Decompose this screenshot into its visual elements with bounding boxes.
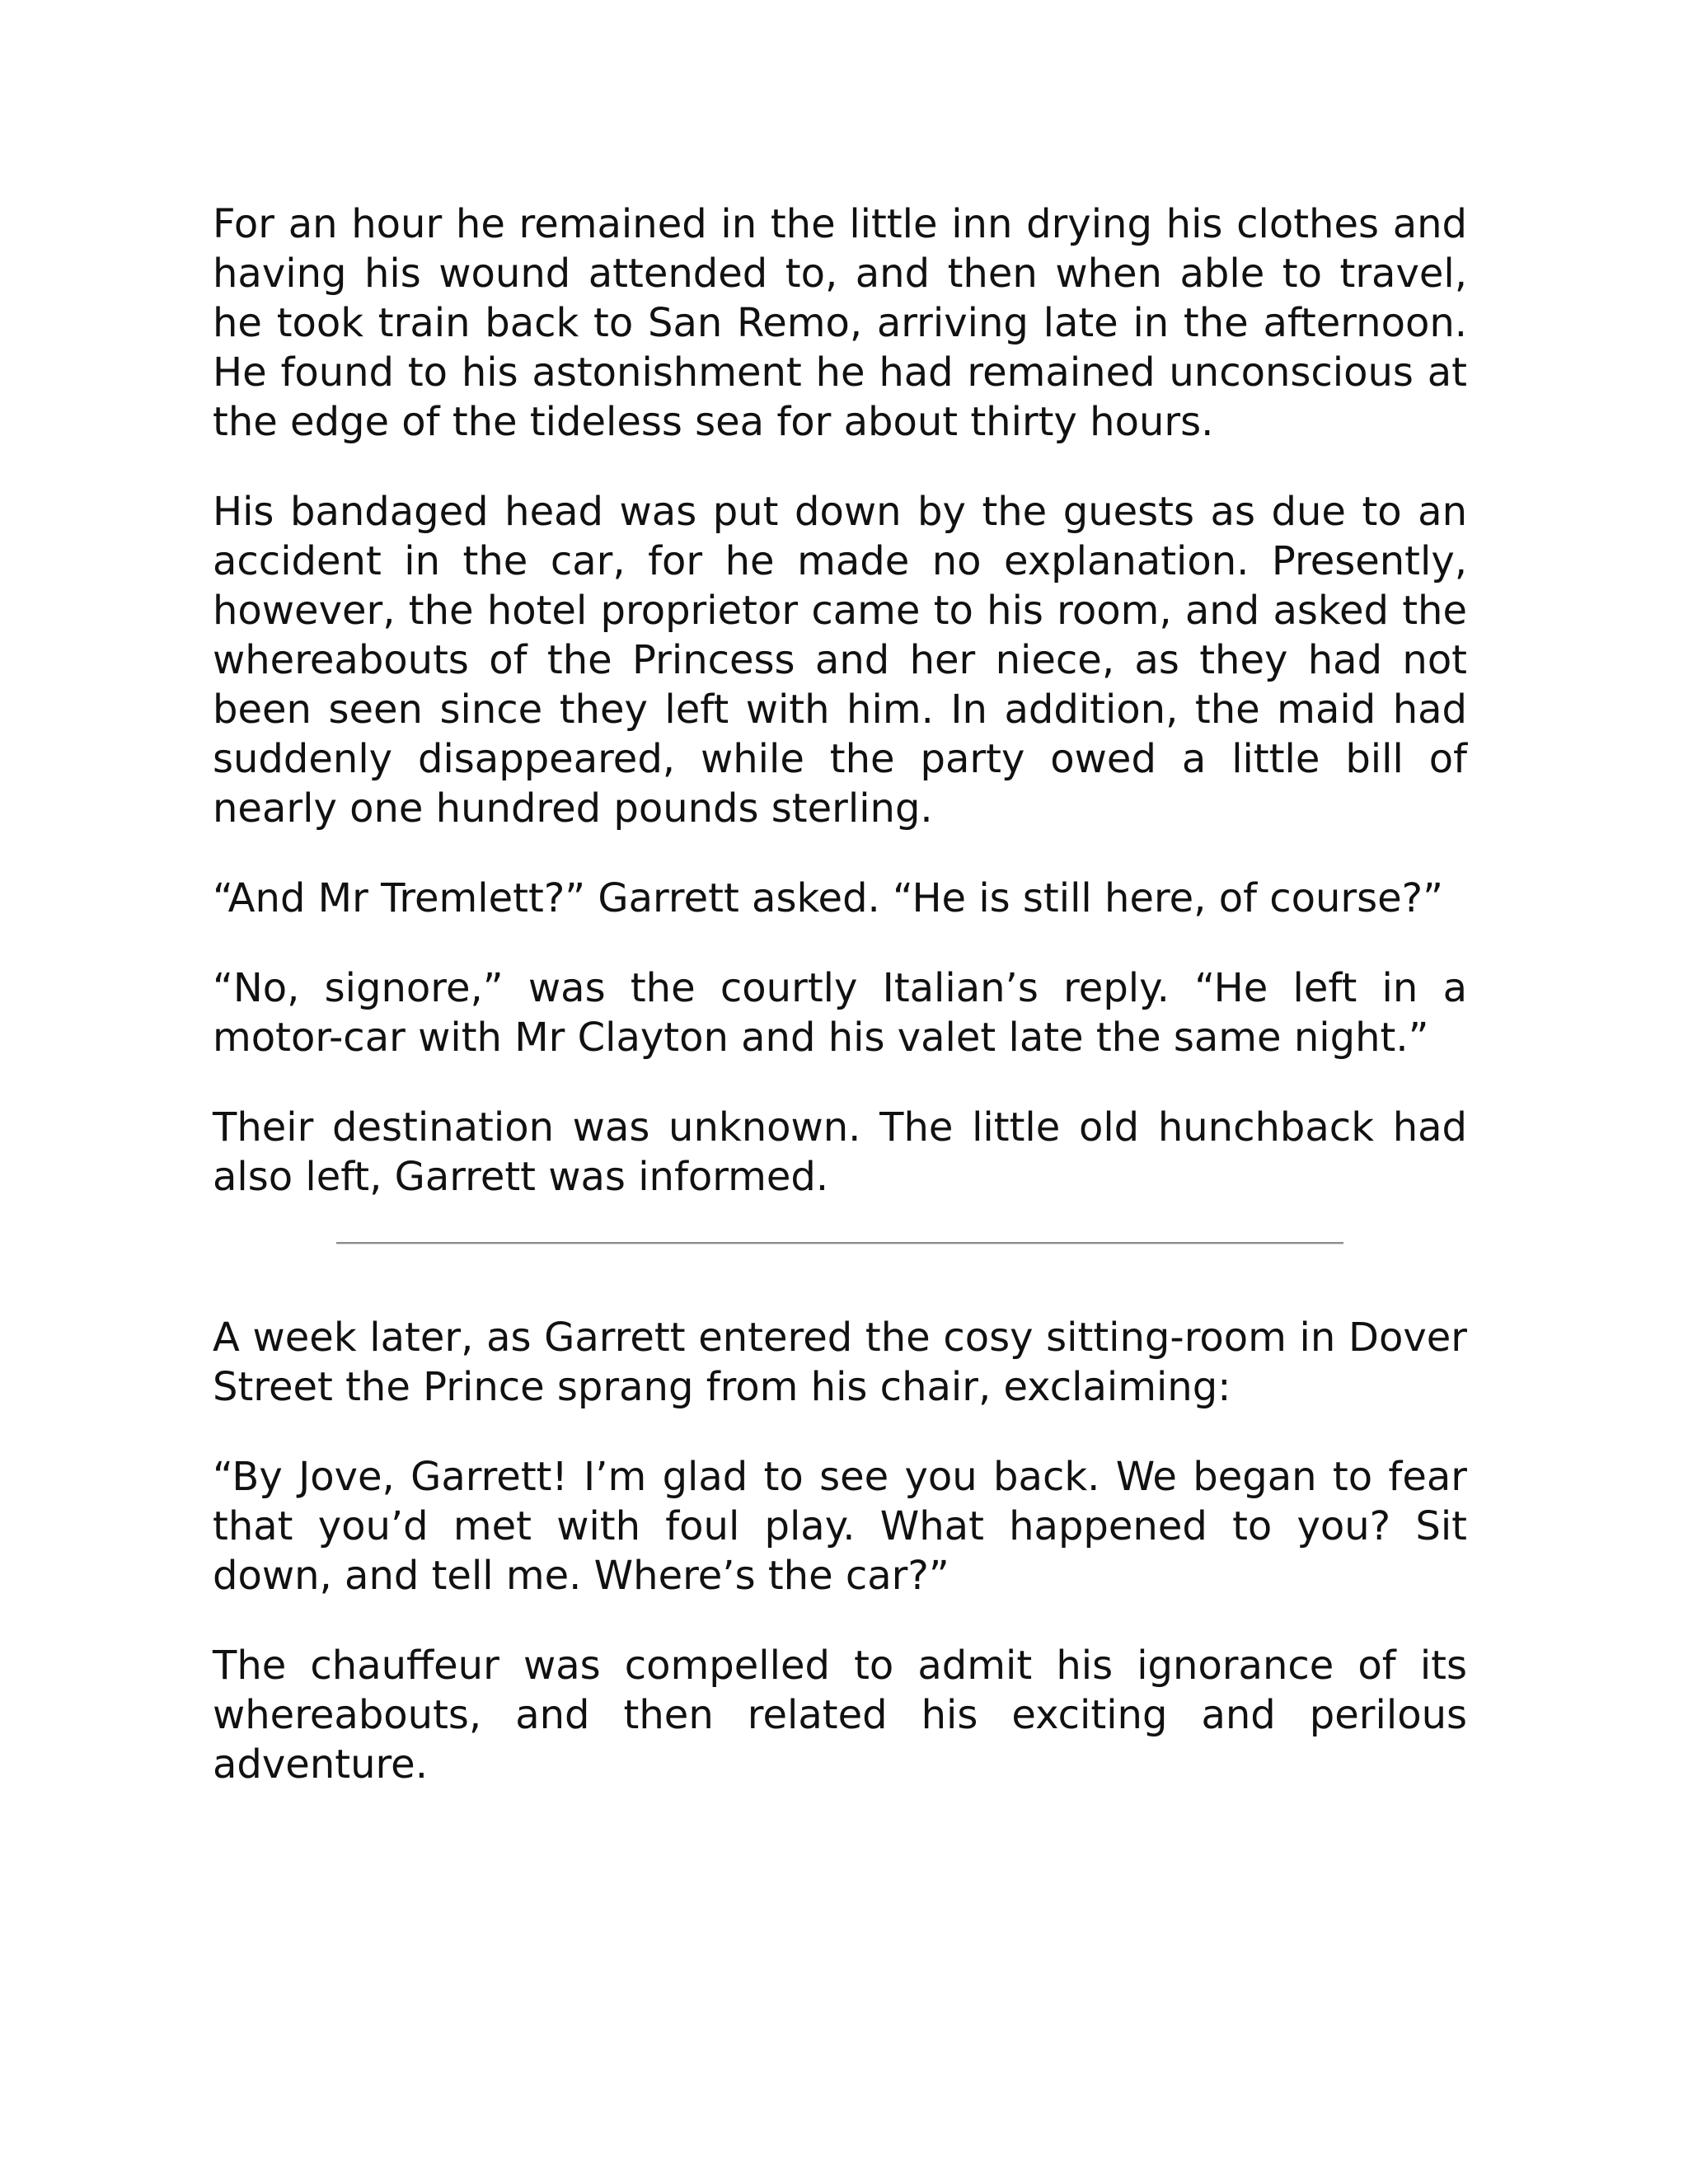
- document-page: [213, 199, 1467, 1830]
- paragraph-chauffeur: The chauffeur was compelled to admit his ignorance of its whereabouts, and then related his exciting and perilous adventure.: [213, 1643, 1467, 1788]
- paragraph-signore-reply: “No, signore,” was the courtly Italian’s reply. “He left in a motor-car with Mr Clayton and his valet late the same night.”: [213, 965, 1467, 1061]
- paragraph-destination: Their destination was unknown. The little old hunchback had also left, Garrett was informed.: [213, 1104, 1467, 1200]
- paragraph-by-jove: “By Jove, Garrett! I’m glad to see you back. We began to fear that you’d met with foul play. What happened to you? Sit down, and tell me. Where’s the car?”: [213, 1454, 1467, 1599]
- paragraph-inn: For an hour he remained in the little inn drying his clothes and having his wound attended to, and then when able to travel, he took train back to San Remo, arriving late in the afternoon. He found to his astonishment he had remained unconscious at the edge of the tideless sea for about thirty hours.: [213, 201, 1467, 445]
- paragraph-tremlett-question: “And Mr Tremlett?” Garrett asked. “He is still here, of course?”: [213, 875, 1444, 921]
- paragraph-bandaged-head: His bandaged head was put down by the guests as due to an accident in the car, for he made no explanation. Presently, however, the hotel proprietor came to his room, and asked the whereabouts of the Princess and her niece, as they had not been seen since they left with him. In addition, the maid had suddenly disappeared, while the party owed a little bill of nearly one hundred pounds sterling.: [213, 489, 1467, 832]
- scene-break-divider: [336, 1242, 1343, 1244]
- paragraph-week-later: A week later, as Garrett entered the cosy sitting-room in Dover Street the Prince sprang from his chair, exclaiming:: [213, 1315, 1467, 1410]
